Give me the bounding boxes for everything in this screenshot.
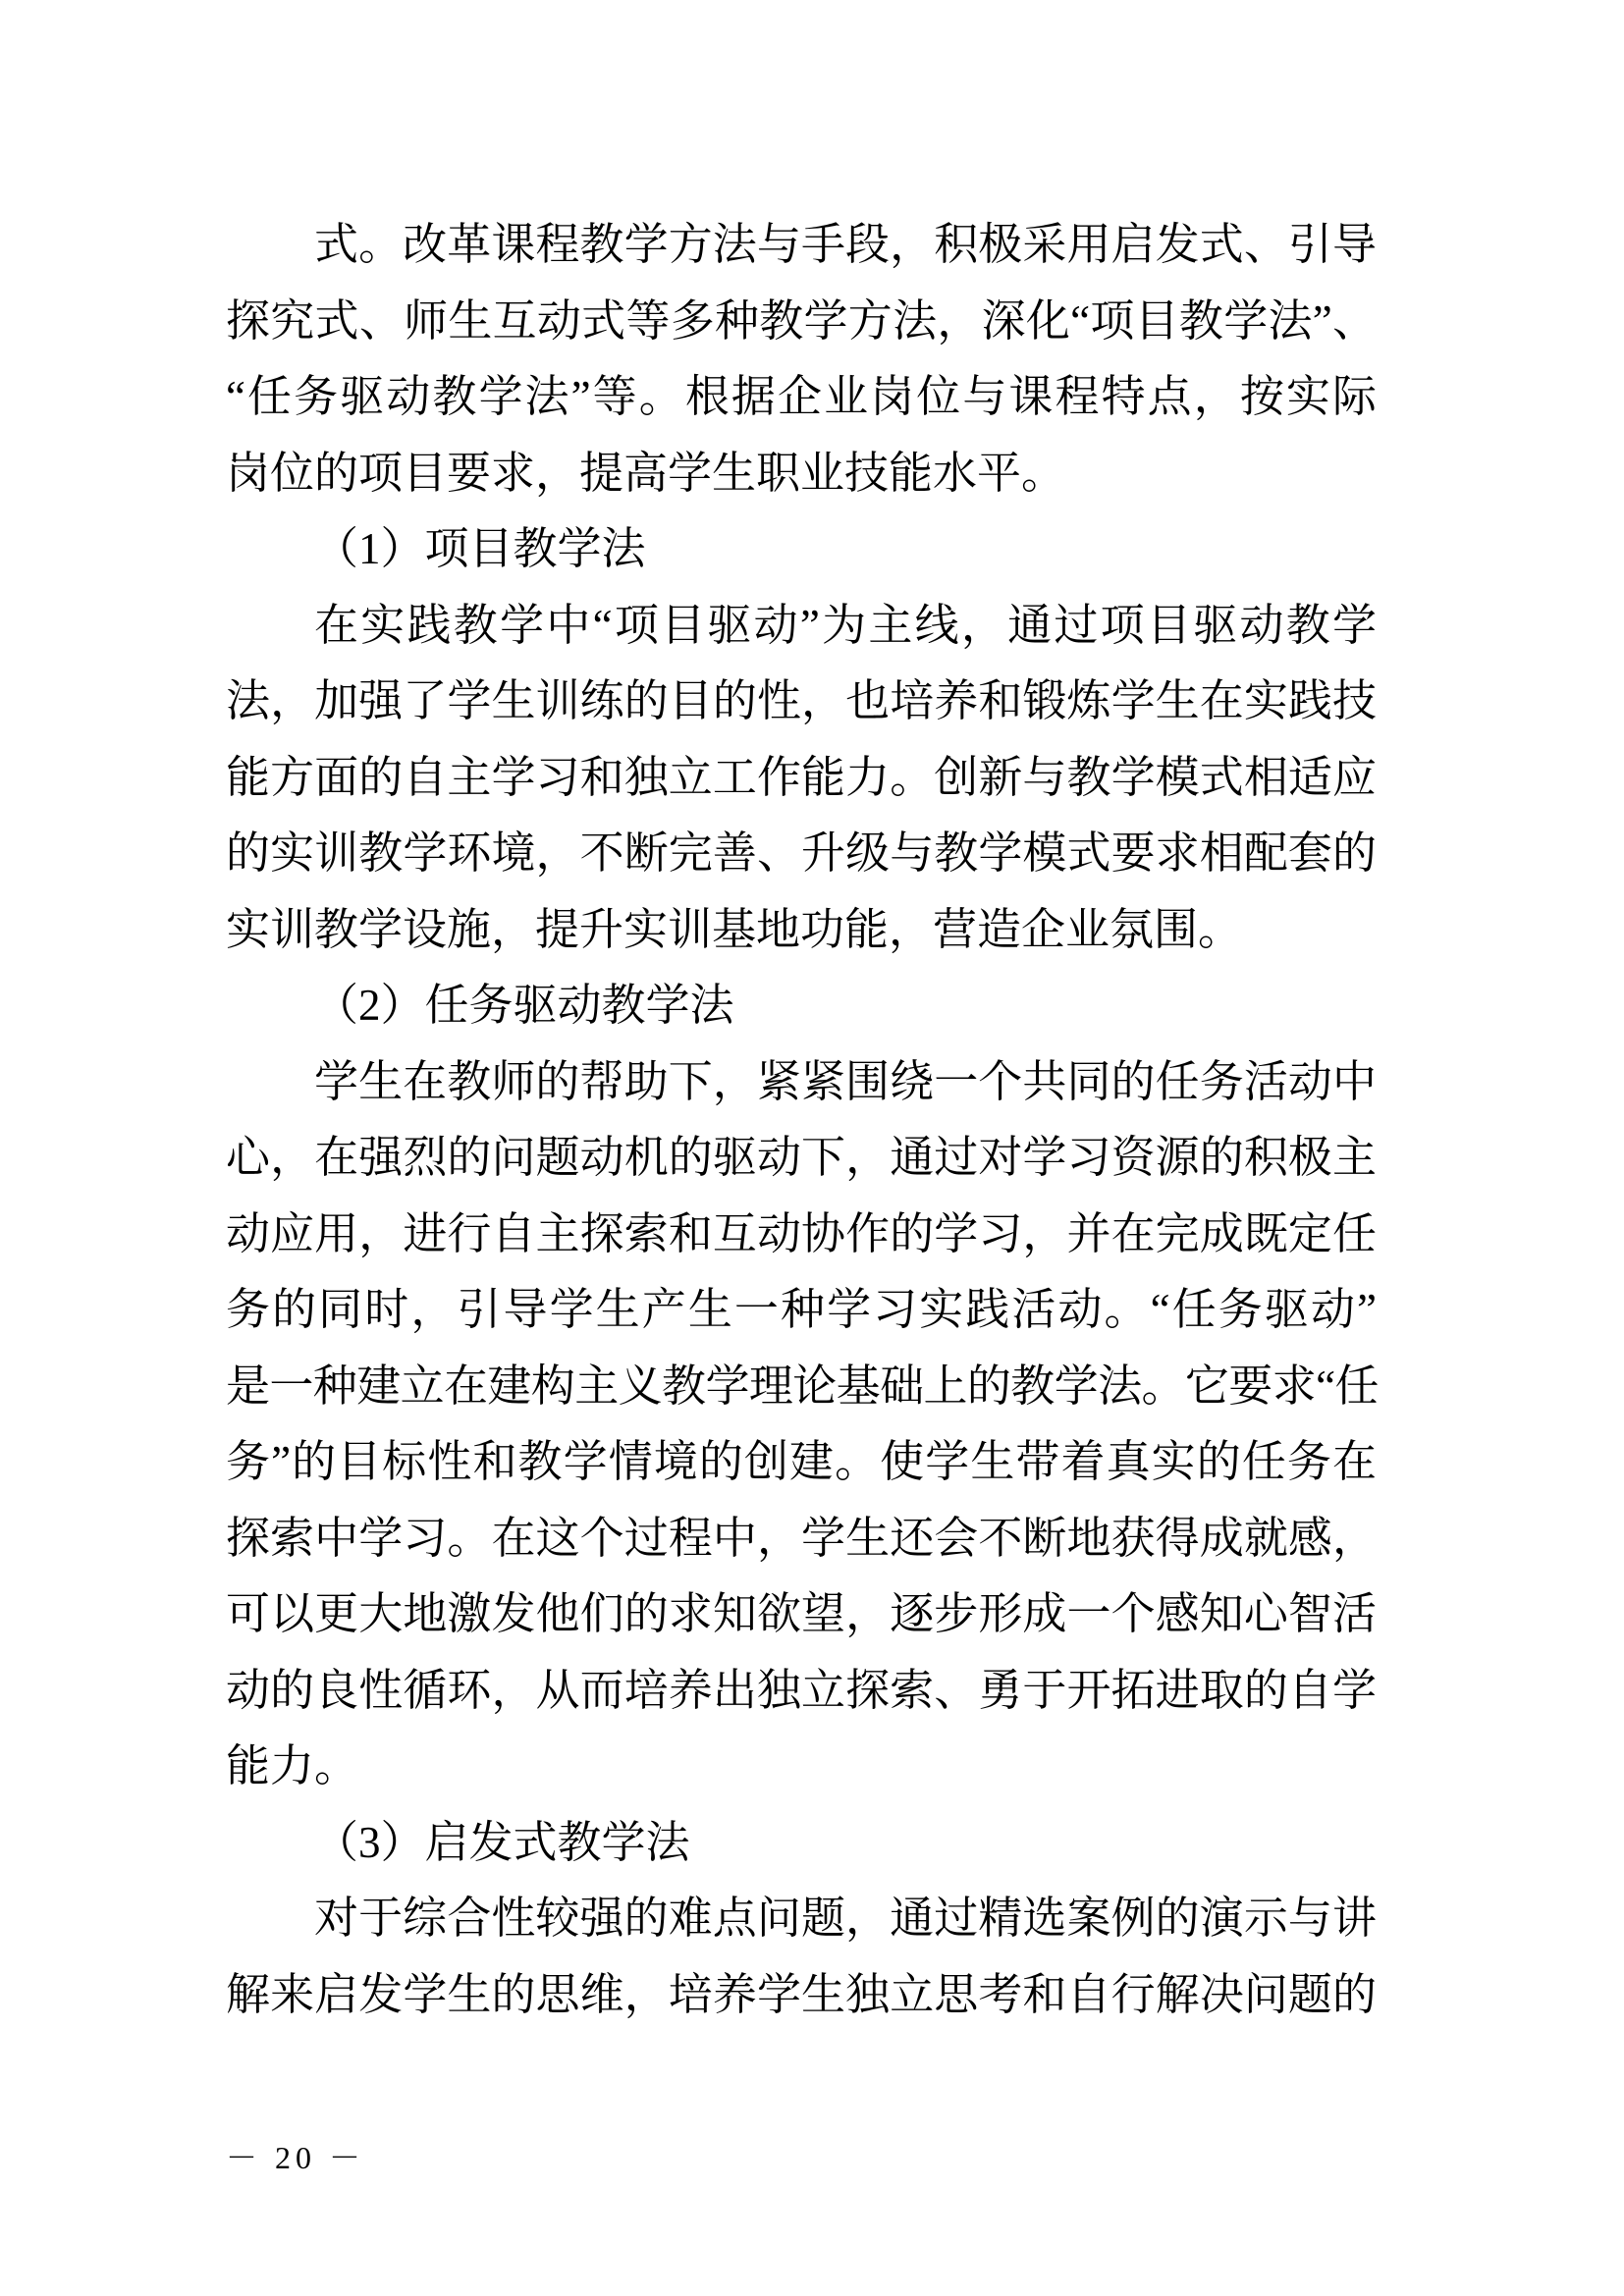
text-line: 可以更大地激发他们的求知欲望，逐步形成一个感知心智活 (226, 1589, 1377, 1638)
text-line: 探索中学习。在这个过程中，学生还会不断地获得成就感， (226, 1513, 1377, 1563)
text-line: 解来启发学生的思维，培养学生独立思考和自行解决问题的 (226, 1969, 1377, 2019)
text-line: 式。改革课程教学方法与手段，积极采用启发式、引导 (314, 220, 1377, 269)
text-line: 法，加强了学生训练的目的性，也培养和锻炼学生在实践技 (226, 676, 1377, 725)
text-line: 的实训教学环境，不断完善、升级与教学模式要求相配套的 (226, 828, 1377, 878)
text-line: 实训教学设施，提升实训基地功能，营造企业氛围。 (226, 904, 1243, 954)
text-line: 动的良性循环，从而培养出独立探索、勇于开拓进取的自学 (226, 1665, 1377, 1715)
text-line: 对于综合性较强的难点问题，通过精选案例的演示与讲 (314, 1894, 1377, 1943)
text-line: 心，在强烈的问题动机的驱动下，通过对学习资源的积极主 (226, 1133, 1377, 1182)
section-heading: （2）任务驱动教学法 (314, 981, 734, 1030)
text-line: 务”的目标性和教学情境的创建。使学生带着真实的任务在 (226, 1437, 1377, 1486)
text-line: 岗位的项目要求，提高学生职业技能水平。 (226, 448, 1066, 498)
text-line: 学生在教师的帮助下，紧紧围绕一个共同的任务活动中 (314, 1056, 1377, 1106)
text-line: 能力。 (226, 1741, 359, 1790)
text-line: 务的同时，引导学生产生一种学习实践活动。“任务驱动” (226, 1285, 1377, 1334)
page-number: － 20 － (226, 2140, 366, 2175)
section-heading: （3）启发式教学法 (314, 1817, 690, 1867)
page-footer (226, 2138, 365, 2177)
text-line: 探究式、师生互动式等多种教学方法，深化“项目教学法”、 (226, 295, 1377, 346)
text-line: 动应用，进行自主探索和互动协作的学习，并在完成既定任 (226, 1208, 1377, 1258)
section-heading: （1）项目教学法 (314, 524, 646, 573)
text-line: 能方面的自主学习和独立工作能力。创新与教学模式相适应 (226, 752, 1377, 802)
document-body (226, 207, 1377, 2033)
text-line: “任务驱动教学法”等。根据企业岗位与课程特点，按实际 (226, 372, 1377, 421)
text-line: 在实践教学中“项目驱动”为主线，通过项目驱动教学 (314, 600, 1377, 650)
text-line: 是一种建立在建构主义教学理论基础上的教学法。它要求“任 (226, 1361, 1377, 1411)
